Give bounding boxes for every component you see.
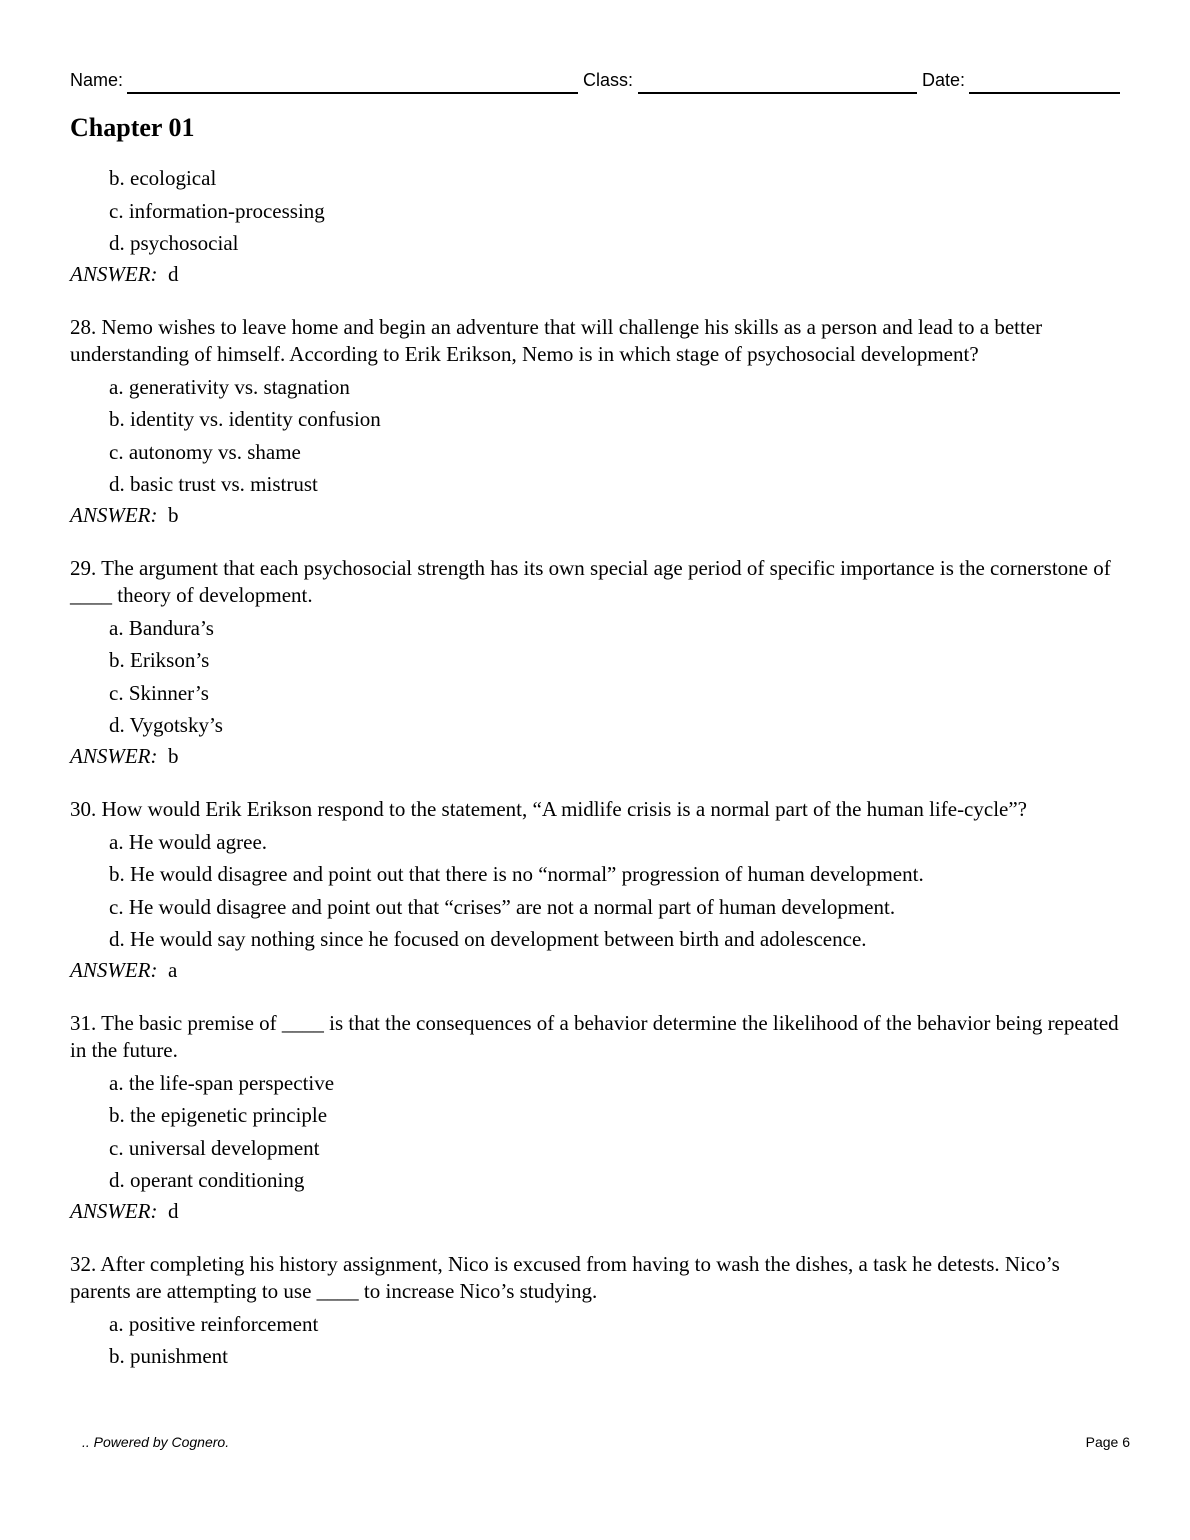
option: a. positive reinforcement (109, 1311, 319, 1336)
answer-label: ANSWER: (70, 502, 158, 527)
option: a. Bandura’s (109, 615, 214, 640)
option: b. punishment (109, 1344, 228, 1368)
date-field-line[interactable] (969, 92, 1120, 94)
option: a. the life-span perspective (109, 1070, 335, 1095)
option: c. Skinner’s (109, 680, 209, 705)
option: d. He would say nothing since he focused on development between birth and adolescence. (109, 927, 867, 951)
name-field-line[interactable] (127, 92, 578, 94)
question-29 (70, 555, 1120, 774)
question-31 (70, 1010, 1120, 1229)
answer-value: a (167, 957, 178, 982)
class-label: Class: (583, 70, 634, 90)
question-list (70, 162, 1120, 1373)
option: b. ecological (109, 166, 217, 190)
question-text: 28. Nemo wishes to leave home and begin an adventure that will challenge his skills as a person and lead to a better understanding of himself. According to Erik Erikson, Nemo is in which stage of psychosocial development? (70, 314, 1043, 366)
answer-label: ANSWER: (70, 261, 158, 286)
option: d. Vygotsky’s (109, 713, 223, 737)
answer-label: ANSWER: (70, 957, 158, 982)
question-28 (70, 314, 1120, 533)
answer-value: d (167, 1198, 179, 1223)
name-label: Name: (70, 70, 124, 90)
option: d. psychosocial (109, 231, 239, 255)
page-title: Chapter 01 (70, 113, 195, 142)
answer-line (70, 742, 1120, 774)
answer-line (70, 260, 1120, 292)
question-30 (70, 796, 1120, 988)
option: a. generativity vs. stagnation (109, 374, 350, 399)
answer-line (70, 501, 1120, 533)
option: c. information-processing (109, 198, 325, 223)
footer-powered-by: .. Powered by Cognero. (82, 1434, 230, 1450)
question-text: 31. The basic premise of ____ is that the consequences of a behavior determine the likelihood of the behavior being repeated in the future. (70, 1010, 1119, 1062)
answer-value: b (167, 743, 179, 768)
answer-line (70, 956, 1120, 988)
option: d. operant conditioning (109, 1168, 305, 1192)
answer-value: d (167, 261, 179, 286)
option: c. universal development (109, 1135, 320, 1160)
option: c. He would disagree and point out that “crises” are not a normal part of human development. (109, 894, 896, 919)
footer-page-number: Page 6 (1085, 1434, 1130, 1450)
option: b. He would disagree and point out that there is no “normal” progression of human development. (109, 862, 924, 886)
question-text: 29. The argument that each psychosocial strength has its own special age period of specific importance is the cornerstone of ____ theory of development. (70, 555, 1111, 607)
question-32 (70, 1251, 1120, 1373)
option: b. the epigenetic principle (109, 1103, 328, 1127)
option: b. Erikson’s (109, 648, 210, 672)
carryover-question (70, 162, 1120, 292)
option: a. He would agree. (109, 829, 268, 854)
option: c. autonomy vs. shame (109, 439, 301, 464)
date-label: Date: (922, 70, 966, 90)
option: d. basic trust vs. mistrust (109, 472, 318, 496)
answer-line (70, 1197, 1120, 1229)
class-field-line[interactable] (638, 92, 917, 94)
answer-label: ANSWER: (70, 1198, 158, 1223)
question-text: 32. After completing his history assignment, Nico is excused from having to wash the dishes, a task he detests. Nico’s parents are attempting to use ____ to increase Nico’s studying. (70, 1251, 1060, 1303)
option: b. identity vs. identity confusion (109, 407, 381, 431)
question-text: 30. How would Erik Erikson respond to the statement, “A midlife crisis is a normal part of the human life-cycle”? (70, 796, 1027, 821)
answer-label: ANSWER: (70, 743, 158, 768)
answer-value: b (167, 502, 179, 527)
